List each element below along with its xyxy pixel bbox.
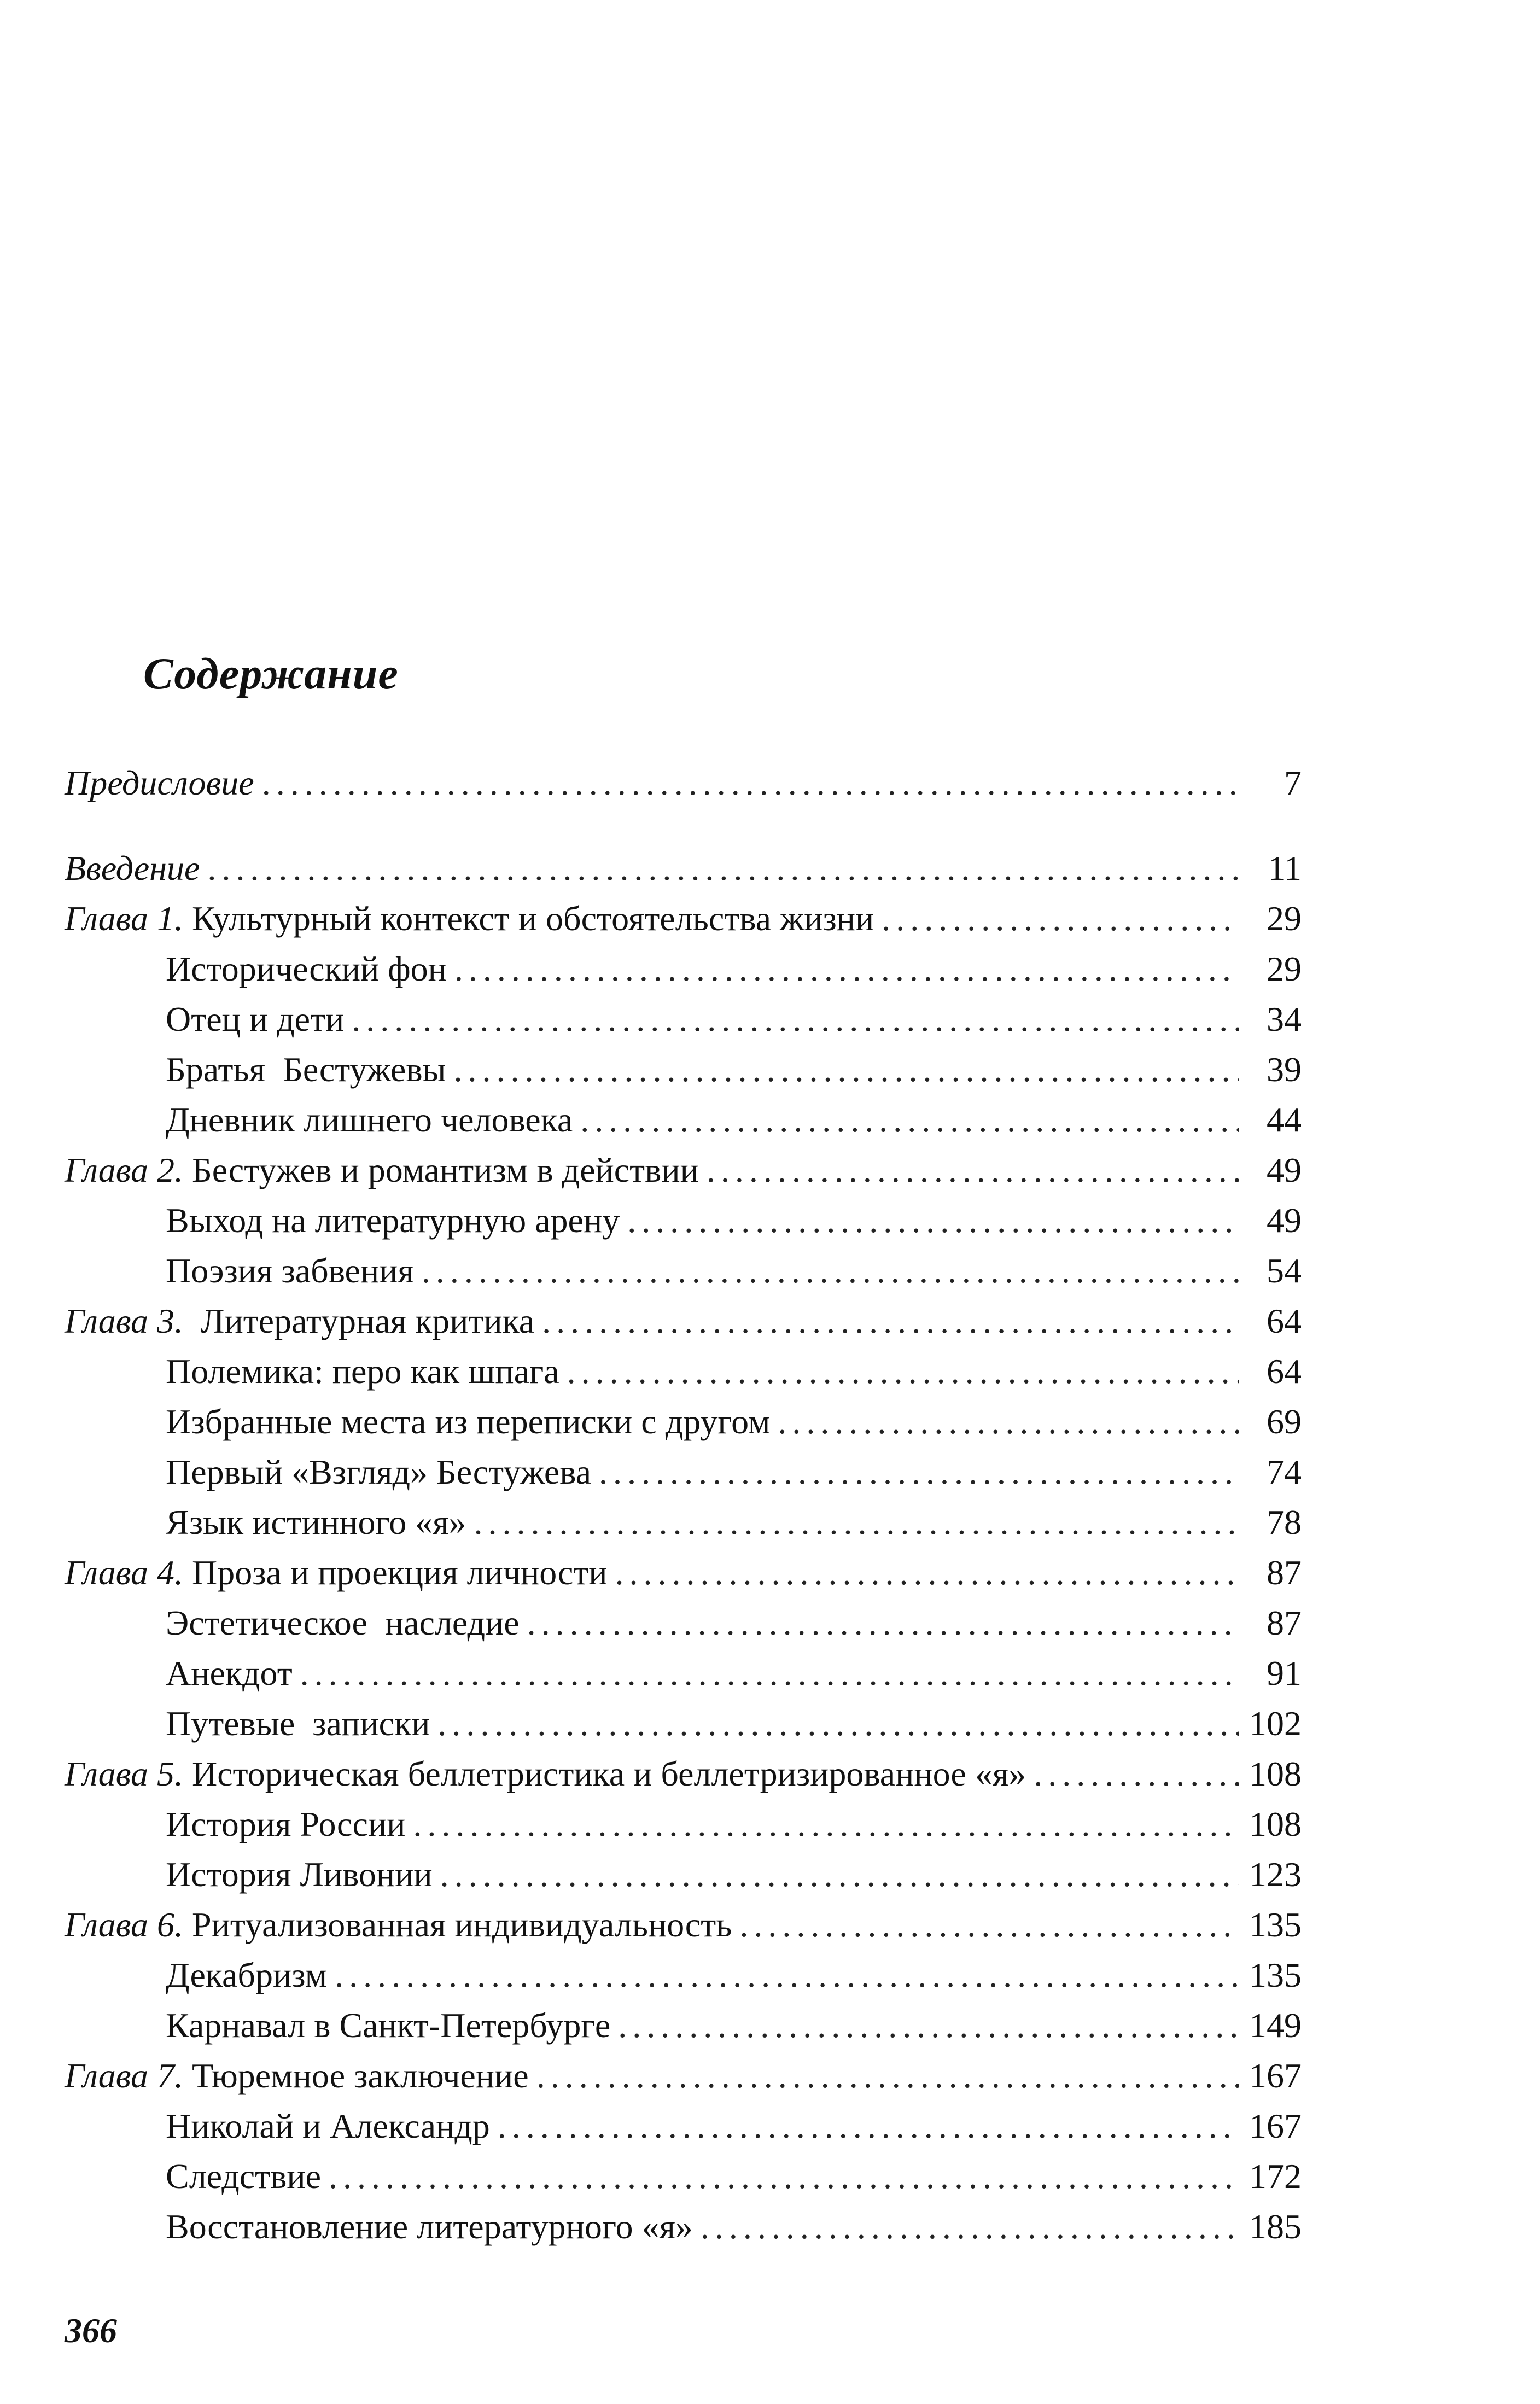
toc-entry-title: Ритуализованная индивидуальность [183,1905,732,1944]
toc-subsection-row [65,1044,1302,1095]
toc-dot-leader [527,1597,1239,1649]
toc-page-number: 7 [1284,763,1302,802]
toc-chapter-row [65,1296,1302,1347]
toc-entry-title: Отец и дети [166,1000,345,1038]
toc-page-number: 69 [1267,1402,1302,1441]
toc-entry-label [166,1446,591,1498]
toc-page-number: 49 [1267,1151,1302,1189]
toc-dot-leader [536,2050,1239,2102]
toc-entry-title: Историческая беллетристика и беллетризированное «я» [183,1754,1026,1793]
toc-entry-title: Бестужев и романтизм в действии [183,1151,699,1189]
toc-entry-label [166,2000,610,2051]
toc-entry-title: Избранные места из переписки с другом [166,1402,771,1441]
toc-chapter-row [65,2050,1302,2102]
toc-page-number: 135 [1249,1956,1302,1994]
toc-dot-leader [615,1547,1240,1598]
toc-dot-leader [618,2000,1239,2051]
toc-page-number: 64 [1267,1302,1302,1340]
toc-entry-title: Путевые записки [166,1704,430,1743]
toc-subsection-row [65,1446,1302,1498]
toc-entry-lead: Глава 3. [65,1302,184,1340]
toc-subsection-row [65,943,1302,995]
toc-dot-leader [701,2201,1239,2253]
toc-dot-leader [262,757,1239,809]
toc-dot-leader [498,2100,1239,2152]
toc-entry-label [65,1547,608,1598]
toc-entry-label [166,1497,466,1548]
toc-dot-leader [567,1346,1239,1397]
toc-entry-label [65,1145,699,1196]
toc-page-number: 39 [1267,1050,1302,1089]
toc-entry-label [65,757,254,809]
toc-entry-title: Следствие [166,2157,321,2196]
toc-entry-title: Проза и проекция личности [183,1553,608,1592]
toc-entry-title: Карнавал в Санкт-Петербурге [166,2006,611,2045]
toc-dot-leader [778,1396,1239,1448]
toc-subsection-row [65,1698,1302,1749]
toc-entry-title: Эстетическое наследие [166,1603,520,1642]
toc-entry-title: Анекдот [166,1654,293,1693]
toc-subsection-row [65,1597,1302,1649]
toc-entry-label [166,1799,405,1850]
toc-page-number: 123 [1249,1855,1302,1894]
toc-page-number: 102 [1249,1704,1302,1743]
toc-entry-lead: Введение [65,849,200,888]
toc-chapter-row [65,893,1302,944]
toc-chapter-row [65,1547,1302,1598]
toc-entry-label [166,2100,490,2152]
toc-page-number: 167 [1249,2056,1302,2095]
toc-dot-leader [335,1950,1239,2001]
toc-entry-title: Литературная критика [183,1302,535,1340]
toc-page-number: 185 [1249,2207,1302,2246]
toc-entry-label [166,1698,430,1749]
toc-entry-title: История Ливонии [166,1855,433,1894]
toc-dot-leader [438,1698,1239,1749]
toc-page-number: 87 [1267,1603,1302,1642]
toc-entry-label [65,1899,732,1951]
toc-entry-lead: Предисловие [65,763,254,802]
toc-dot-leader [422,1245,1239,1297]
toc-subsection-row [65,1245,1302,1297]
toc-entry-title: Полемика: перо как шпага [166,1352,559,1391]
toc-dot-leader [580,1094,1239,1146]
toc-entry-lead: Глава 6. [65,1905,184,1944]
toc-entry-title: Восстановление литературного «я» [166,2207,693,2246]
toc-chapter-row [65,757,1302,809]
toc-chapter-row [65,1145,1302,1196]
toc-dot-leader [454,943,1239,995]
toc-subsection-row [65,2201,1302,2253]
toc-dot-leader [882,893,1239,944]
toc-page-number: 29 [1267,899,1302,938]
toc-page-number: 29 [1267,949,1302,988]
toc-entry-label [166,1245,414,1297]
toc-chapter-row [65,1899,1302,1951]
toc-subsection-row [65,2000,1302,2051]
toc-entry-label [166,1195,620,1246]
toc-entry-label [166,2201,693,2253]
toc-dot-leader [739,1899,1239,1951]
toc-dot-leader [300,1648,1239,1699]
toc-page-number: 87 [1267,1553,1302,1592]
toc-entry-label [65,843,200,894]
toc-entry-label [166,2151,321,2202]
toc-entry-label [166,1346,559,1397]
toc-entry-label [166,943,447,995]
toc-dot-leader [207,843,1239,894]
toc-page-number: 11 [1268,849,1302,888]
toc-dot-leader [413,1799,1239,1850]
toc-entry-lead: Глава 4. [65,1553,184,1592]
toc-entry-lead: Глава 2. [65,1151,184,1189]
toc-subsection-row [65,2100,1302,2152]
toc-page-number: 78 [1267,1503,1302,1542]
toc-chapter-row [65,1748,1302,1800]
toc-entry-title: Тюремное заключение [183,2056,529,2095]
toc-entry-label [65,2050,529,2102]
toc-dot-leader [474,1497,1239,1548]
toc-dot-leader [440,1849,1239,1900]
toc-entry-title: Культурный контекст и обстоятельства жизни [183,899,874,938]
toc-subsection-row [65,2151,1302,2202]
toc-entry-title: Выход на литературную арену [166,1201,620,1240]
toc-entry-label [65,1748,1026,1800]
toc-entry-label [166,1648,293,1699]
toc-page-number: 91 [1267,1654,1302,1693]
toc-entry-title: Первый «Взгляд» Бестужева [166,1452,591,1491]
toc-page-number: 49 [1267,1201,1302,1240]
toc-entry-lead: Глава 1. [65,899,184,938]
toc-page-number: 149 [1249,2006,1302,2045]
toc-subsection-row [65,994,1302,1045]
toc-dot-leader [599,1446,1239,1498]
toc-entry-title: Дневник лишнего человека [166,1100,573,1139]
toc-entry-label [166,1950,327,2001]
toc-subsection-row [65,1950,1302,2001]
toc-entry-title: История России [166,1805,406,1843]
toc-entry-title: Братья Бестужевы [166,1050,446,1089]
toc-subsection-row [65,1497,1302,1548]
toc-page-number: 108 [1249,1754,1302,1793]
toc-subsection-row [65,1195,1302,1246]
toc-dot-leader [707,1145,1239,1196]
toc-dot-leader [352,994,1239,1045]
toc-page-number: 44 [1267,1100,1302,1139]
toc-subsection-row [65,1799,1302,1850]
toc-subsection-row [65,1346,1302,1397]
toc-subsection-row [65,1094,1302,1146]
toc-page-number: 64 [1267,1352,1302,1391]
toc-dot-leader [329,2151,1239,2202]
toc-entry-lead: Глава 7. [65,2056,184,2095]
toc-page-number: 108 [1249,1805,1302,1843]
toc-entry-label [166,1094,573,1146]
toc-entry-title: Язык истинного «я» [166,1503,466,1542]
toc-chapter-row [65,843,1302,894]
toc-entry-title: Исторический фон [166,949,447,988]
toc-subsection-row [65,1396,1302,1448]
toc-entry-label [65,893,874,944]
toc-page-number: 135 [1249,1905,1302,1944]
toc-dot-leader [454,1044,1239,1095]
toc-page-number: 54 [1267,1251,1302,1290]
toc-page-number: 34 [1267,1000,1302,1038]
toc-entry-label [166,1597,520,1649]
toc-dot-leader [1034,1748,1239,1800]
toc-dot-leader [542,1296,1239,1347]
toc-entry-label [166,1044,446,1095]
page-title: Содержание [143,649,399,698]
toc-entry-title: Декабризм [166,1956,328,1994]
toc-entry-title: Николай и Александр [166,2107,490,2145]
toc-subsection-row [65,1648,1302,1699]
toc-entry-label [65,1296,534,1347]
toc-entry-lead: Глава 5. [65,1754,184,1793]
toc-dot-leader [627,1195,1239,1246]
toc-page-number: 74 [1267,1452,1302,1491]
toc-subsection-row [65,1849,1302,1900]
toc-entry-label [166,994,344,1045]
toc-entry-label [166,1849,433,1900]
toc-entry-label [166,1396,770,1448]
toc-page-number: 172 [1249,2157,1302,2196]
toc-entry-title: Поэзия забвения [166,1251,414,1290]
toc-page-number: 167 [1249,2107,1302,2145]
page-number: 366 [65,2311,117,2350]
